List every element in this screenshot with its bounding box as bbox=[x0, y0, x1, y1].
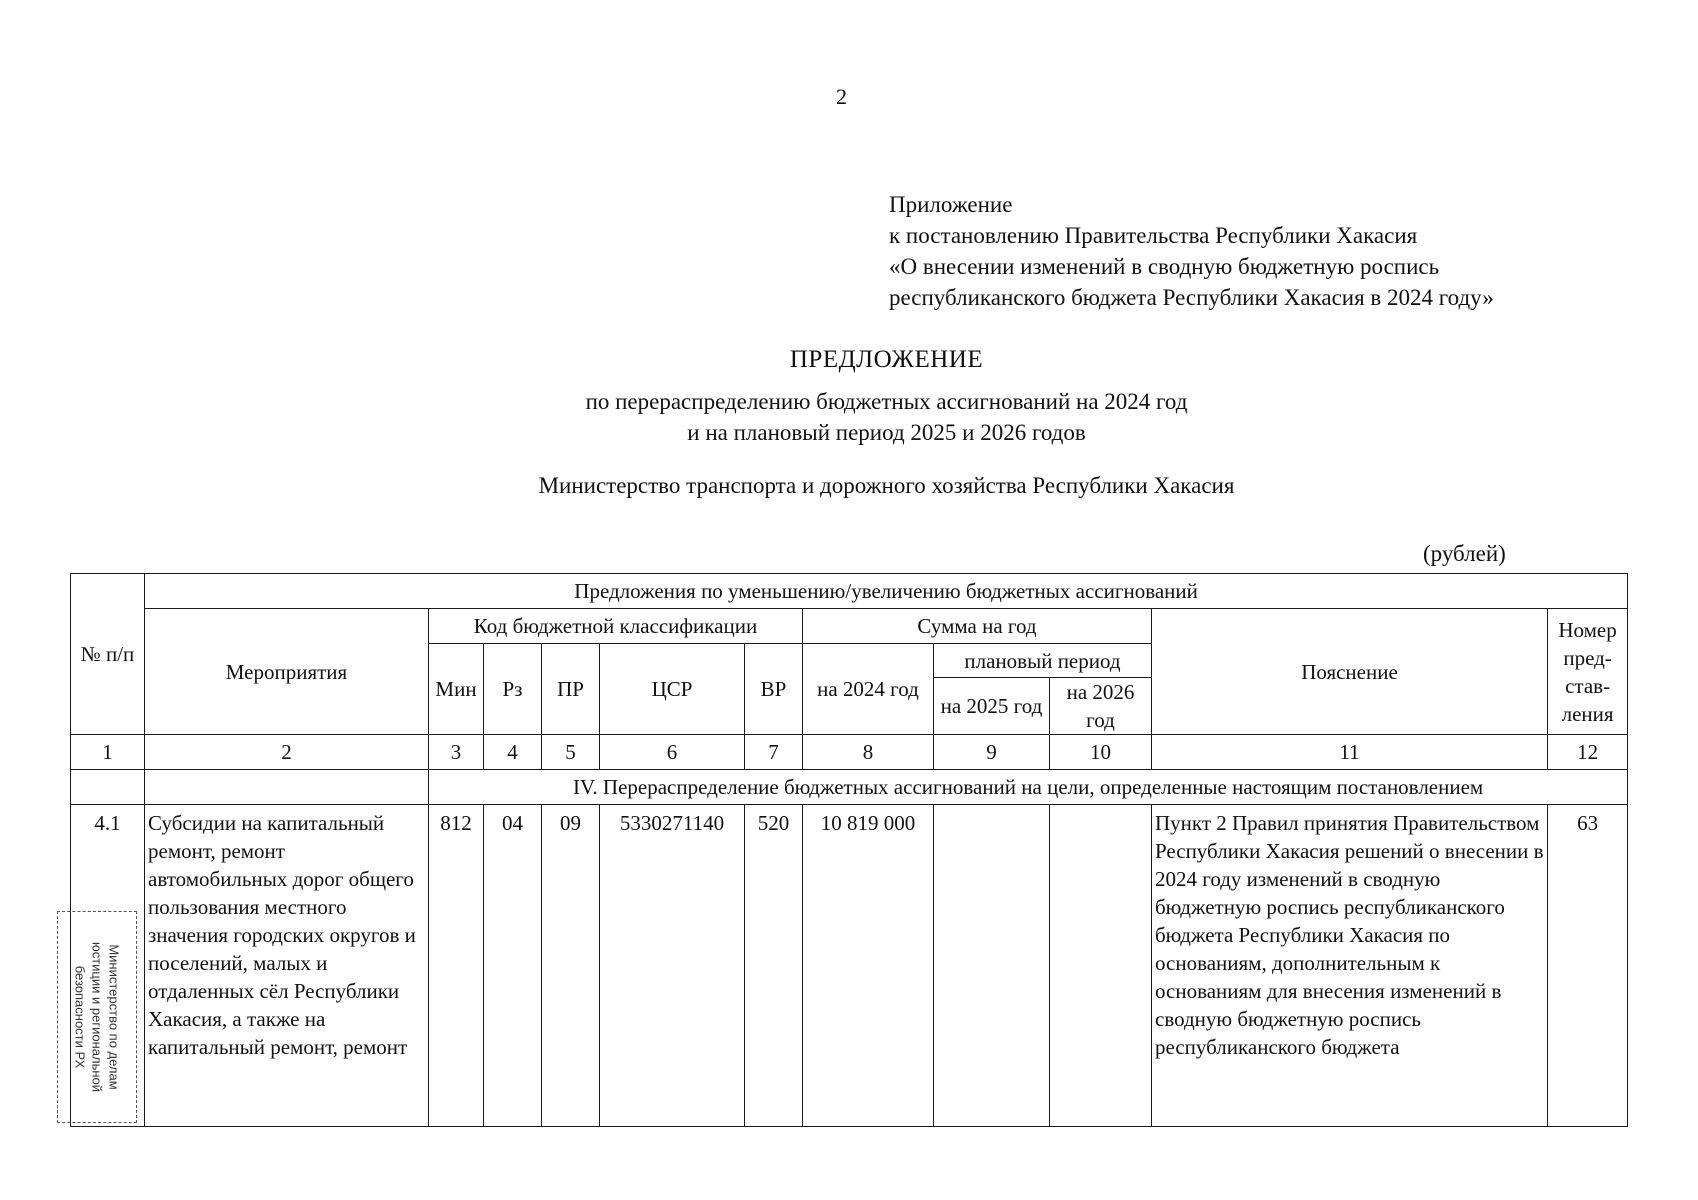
column-number: 9 bbox=[934, 735, 1050, 770]
column-number: 5 bbox=[542, 735, 600, 770]
header-pr: ПР bbox=[542, 644, 600, 735]
subtitle-line: и на плановый период 2025 и 2026 годов bbox=[687, 420, 1086, 445]
column-number: 6 bbox=[600, 735, 745, 770]
annex-line: к постановлению Правительства Республики Хакасия bbox=[889, 223, 1418, 248]
header-submission-no: Номер пред-став-ления bbox=[1548, 609, 1628, 735]
header-explanation: Пояснение bbox=[1152, 609, 1548, 735]
header-vr: ВР bbox=[745, 644, 803, 735]
header-year-2025: на 2025 год bbox=[934, 678, 1050, 735]
annex-line: «О внесении изменений в сводную бюджетную роспись bbox=[889, 254, 1440, 279]
row-activity: Субсидии на капитальный ремонт, ремонт автомобильных дорог общего пользования местного значения городских округов и поселений, малых и отдаленных сёл Республики Хакасия, а также на капитальный ремонт, ремонт bbox=[145, 805, 429, 1127]
header-csr: ЦСР bbox=[600, 644, 745, 735]
document-title: ПРЕДЛОЖЕНИЕ bbox=[789, 346, 984, 373]
header-num: № п/п bbox=[71, 574, 145, 735]
header-code-group: Код бюджетной классификации bbox=[429, 609, 803, 644]
row-vr: 520 bbox=[745, 805, 803, 1127]
row-num: 4.1 bbox=[71, 805, 145, 1127]
annex-block bbox=[889, 189, 1494, 313]
stamp-line: безопасности РХ bbox=[72, 965, 88, 1069]
annex-line: республиканского бюджета Республики Хакасия в 2024 году» bbox=[889, 285, 1494, 310]
column-number: 11 bbox=[1152, 735, 1548, 770]
row-csr: 5330271140 bbox=[600, 805, 745, 1127]
subtitle-line: по перераспределению бюджетных ассигнований на 2024 год bbox=[585, 389, 1188, 414]
header-group: Предложения по уменьшению/увеличению бюджетных ассигнований bbox=[145, 574, 1628, 609]
table-row bbox=[71, 805, 1628, 1127]
section-title: IV. Перераспределение бюджетных ассигнований на цели, определенные настоящим постановлением bbox=[429, 770, 1628, 805]
stamp-line: юстиции и региональной bbox=[89, 941, 105, 1093]
header-sum-group: Сумма на год bbox=[803, 609, 1152, 644]
row-sum-2024: 10 819 000 bbox=[803, 805, 934, 1127]
page-number: 2 bbox=[836, 84, 847, 109]
row-sum-2025 bbox=[934, 805, 1050, 1127]
header-planned-period: плановый период bbox=[934, 644, 1152, 678]
registration-stamp bbox=[57, 911, 137, 1123]
annex-line: Приложение bbox=[889, 192, 1013, 217]
budget-table bbox=[70, 573, 1628, 1127]
header-rz: Рз bbox=[484, 644, 542, 735]
document-subtitle bbox=[0, 386, 1698, 448]
header-year-2026: на 2026 год bbox=[1050, 678, 1152, 735]
column-number: 10 bbox=[1050, 735, 1152, 770]
column-number: 2 bbox=[145, 735, 429, 770]
column-numbers-row bbox=[71, 735, 1628, 770]
header-year-2024: на 2024 год bbox=[803, 644, 934, 735]
section-empty-cell bbox=[71, 770, 145, 805]
row-min: 812 bbox=[429, 805, 484, 1127]
row-submission: 63 bbox=[1548, 805, 1628, 1127]
column-number: 12 bbox=[1548, 735, 1628, 770]
column-number: 1 bbox=[71, 735, 145, 770]
row-explanation: Пункт 2 Правил принятия Правительством Республики Хакасия решений о внесении в 2024 году изменений в сводную бюджетную роспись республиканского бюджета Республики Хакасия по основаниям, дополнительным к основаниям для внесения изменений в сводную бюджетную роспись республиканского бюджета bbox=[1152, 805, 1548, 1127]
column-number: 7 bbox=[745, 735, 803, 770]
section-empty-cell bbox=[145, 770, 429, 805]
column-number: 4 bbox=[484, 735, 542, 770]
row-pr: 09 bbox=[542, 805, 600, 1127]
header-min: Мин bbox=[429, 644, 484, 735]
ministry-name: Министерство транспорта и дорожного хозяйства Республики Хакасия bbox=[538, 473, 1235, 498]
column-number: 8 bbox=[803, 735, 934, 770]
row-sum-2026 bbox=[1050, 805, 1152, 1127]
row-rz: 04 bbox=[484, 805, 542, 1127]
header-activities: Мероприятия bbox=[145, 609, 429, 735]
stamp-line: Министерство по делам bbox=[106, 944, 122, 1090]
stamp-text bbox=[72, 915, 123, 1120]
units-label: (рублей) bbox=[1423, 541, 1506, 566]
section-row bbox=[71, 770, 1628, 805]
column-number: 3 bbox=[429, 735, 484, 770]
